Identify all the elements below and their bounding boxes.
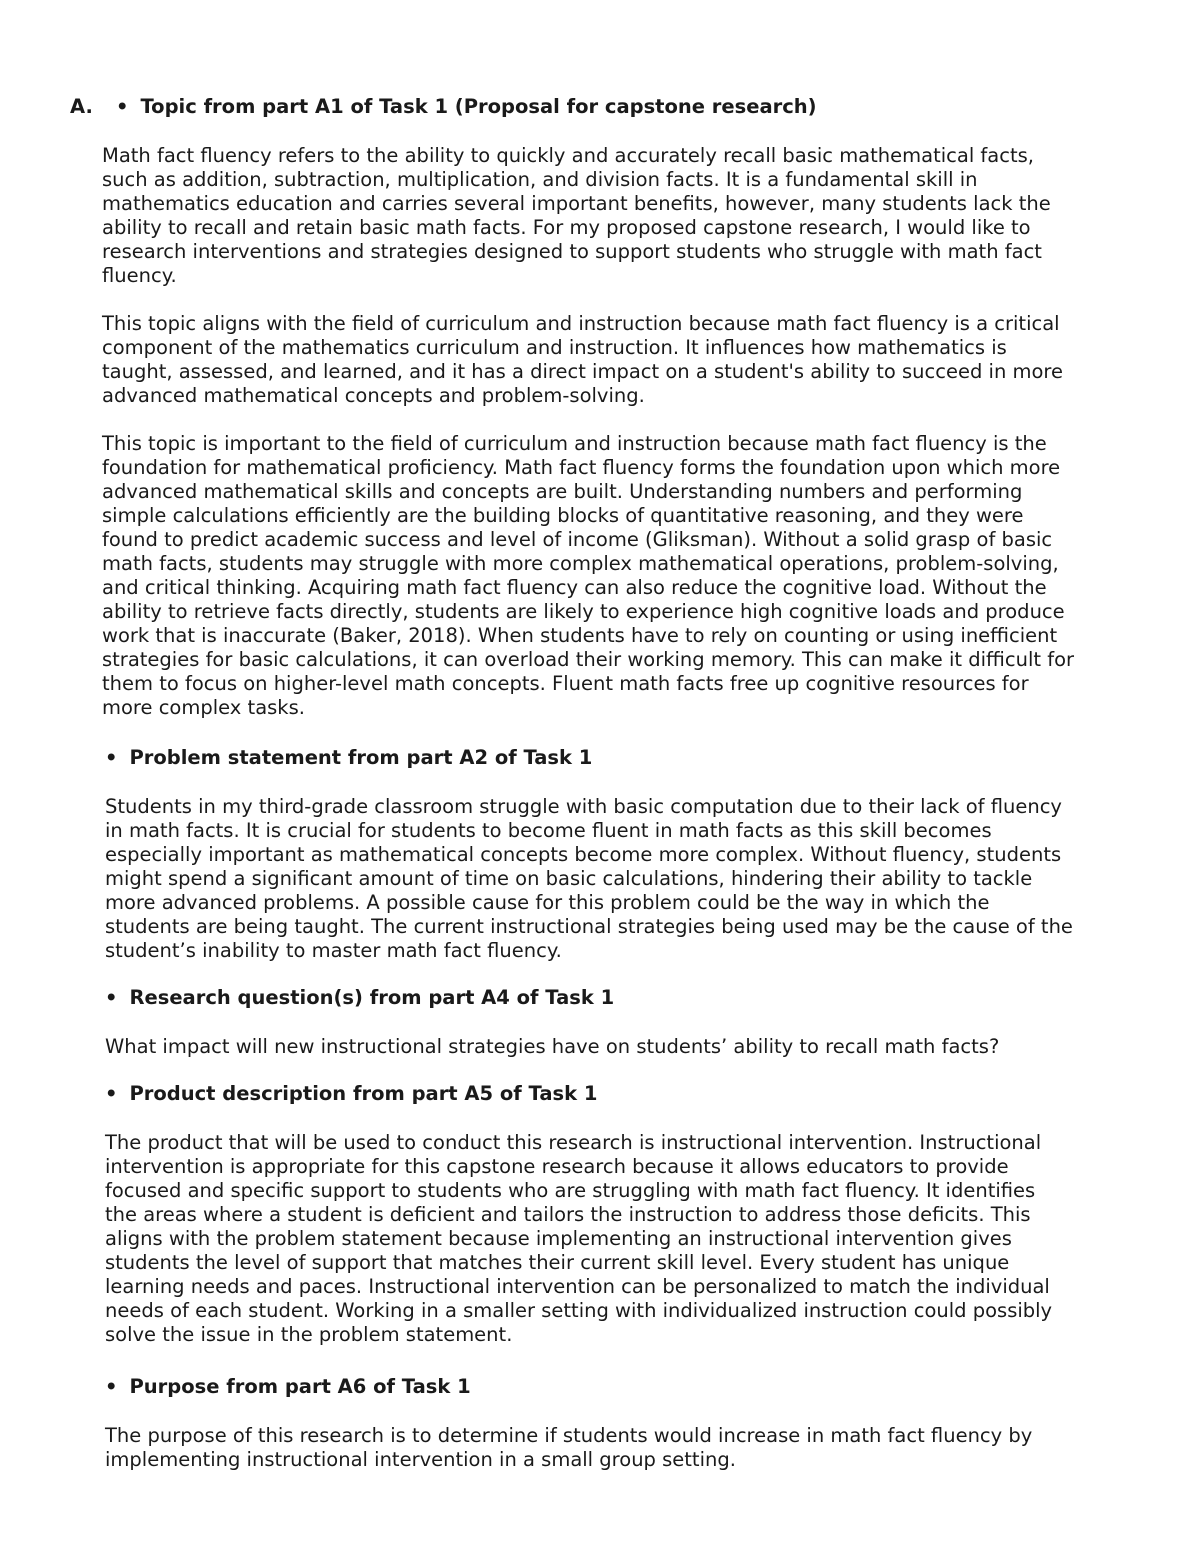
bullet-icon: • — [105, 1082, 118, 1105]
research-question-paragraph: What impact will new instructional strategies have on students’ ability to recall math facts? — [105, 1035, 1000, 1058]
topic-paragraph-1: Math fact fluency refers to the ability to quickly and accurately recall basic mathematical facts, such as addition, subtraction, multiplication, and division facts. It is a fundamental skill in mathematics education and carries several important benefits, however, many students lack the ability to recall and retain basic math facts. For my proposed capstone research, I would like to research interventions and strategies designed to support students who struggle with math fact fluency. — [102, 144, 1051, 287]
topic-paragraph-2: This topic aligns with the field of curriculum and instruction because math fact fluency is a critical component of the mathematics curriculum and instruction. It influences how mathematics is taught, assessed, and learned, and it has a direct impact on a student's ability to succeed in more advanced mathematical concepts and problem-solving. — [102, 312, 1064, 407]
section-heading-topic — [70, 95, 817, 119]
bullet-icon: • — [105, 986, 118, 1009]
heading-text: Research question(s) from part A4 of Task 1 — [129, 986, 615, 1009]
section-heading-research-questions — [105, 986, 614, 1010]
product-description-paragraph: The product that will be used to conduct this research is instructional intervention. Instructional intervention is appropriate for this capstone research because it allows educators to provide focused and specific support to students who are struggling with math fact fluency. It identifies the areas where a student is deficient and tailors the instruction to address those deficits. This aligns with the problem statement because implementing an instructional intervention gives students the level of support that matches their current skill level. Every student has unique learning needs and paces. Instructional intervention can be personalized to match the individual needs of each student. Working in a smaller setting with individualized instruction could possibly solve the issue in the problem statement. — [105, 1131, 1053, 1346]
heading-text: Topic from part A1 of Task 1 (Proposal for capstone research) — [140, 95, 817, 118]
heading-text: Product description from part A5 of Task 1 — [129, 1082, 598, 1105]
heading-text: Purpose from part A6 of Task 1 — [129, 1375, 471, 1398]
problem-statement-paragraph: Students in my third-grade classroom struggle with basic computation due to their lack of fluency in math facts. It is crucial for students to become fluent in math facts as this skill becomes especially important as mathematical concepts become more complex. Without fluency, students might spend a significant amount of time on basic calculations, hindering their ability to tackle more advanced problems. A possible cause for this problem could be the way in which the students are being taught. The current instructional strategies being used may be the cause of the student’s inability to master math fact fluency. — [105, 795, 1073, 962]
section-heading-product-description — [105, 1082, 597, 1106]
bullet-icon: • — [105, 1375, 118, 1398]
purpose-paragraph: The purpose of this research is to determine if students would increase in math fact fluency by implementing instructional intervention in a small group setting. — [105, 1424, 1033, 1471]
topic-paragraph-3: This topic is important to the field of curriculum and instruction because math fact fluency is the foundation for mathematical proficiency. Math fact fluency forms the foundation upon which more advanced mathematical skills and concepts are built. Understanding numbers and performing simple calculations efficiently are the building blocks of quantitative reasoning, and they were found to predict academic success and level of income (Gliksman). Without a solid grasp of basic math facts, students may struggle with more complex mathematical operations, problem-solving, and critical thinking. Acquiring math fact fluency can also reduce the cognitive load. Without the ability to retrieve facts directly, students are likely to experience high cognitive loads and produce work that is inaccurate (Baker, 2018). When students have to rely on counting or using inefficient strategies for basic calculations, it can overload their working memory. This can make it difficult for them to focus on higher-level math concepts. Fluent math facts free up cognitive resources for more complex tasks. — [102, 432, 1075, 719]
section-heading-purpose — [105, 1375, 471, 1399]
bullet-icon: • — [116, 95, 129, 118]
heading-text: Problem statement from part A2 of Task 1 — [129, 746, 593, 769]
section-heading-problem-statement — [105, 746, 592, 770]
section-marker: A. — [70, 95, 93, 118]
bullet-icon: • — [105, 746, 118, 769]
